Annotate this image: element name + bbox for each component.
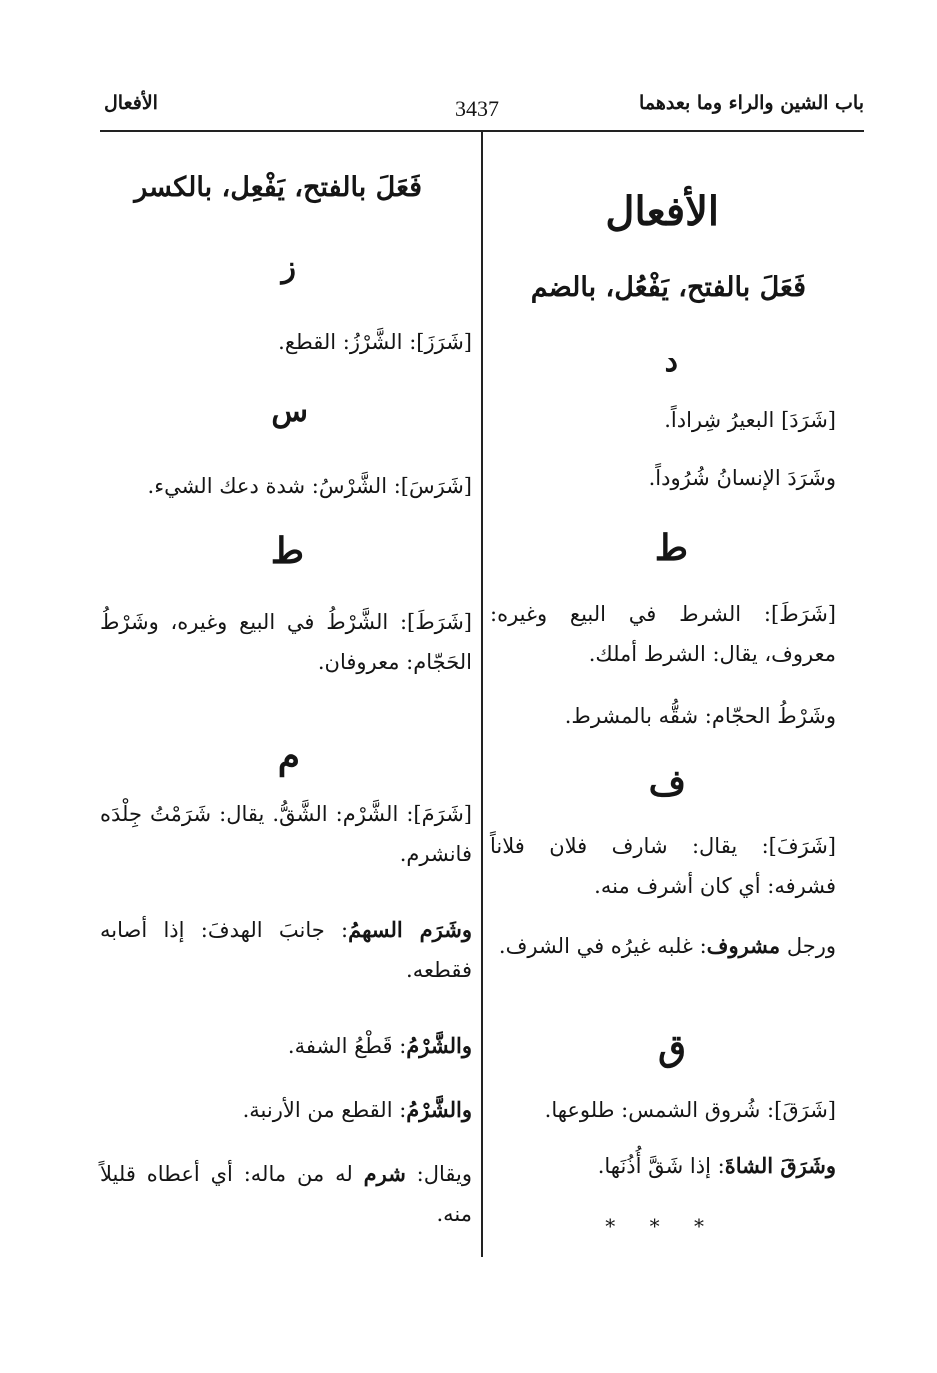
main-heading: الأفعال <box>605 188 719 235</box>
entry-sharm-shafa <box>100 1026 472 1066</box>
entry-text: الشَّرْسُ: شدة دعك الشيء. <box>147 474 388 498</box>
entry-lead: [شَرَدَ] <box>774 408 836 432</box>
left-subheading: فَعَلَ بالفتح، يَفْعِل، بالكسر <box>134 172 422 203</box>
section-letter-mim: م <box>277 735 300 777</box>
column-divider <box>481 132 483 1257</box>
entry-sharafa <box>490 826 836 906</box>
entry-text: يقال: شارف فلان فلاناً فشرفه: أي كان أشرف منه. <box>490 834 836 898</box>
entry-sharm-arnaba <box>100 1090 472 1130</box>
entry-text: وشَرْطُ الحجّام: شقُّه بالمشرط. <box>564 704 836 728</box>
section-letter-ta: ط <box>270 530 304 572</box>
entry-mashruf <box>490 926 836 966</box>
entry-text: : إذا شَقَّ أُذُنَها. <box>597 1154 725 1178</box>
entry-sharaqa-2 <box>490 1146 836 1186</box>
entry-sharata <box>100 602 472 682</box>
entry-sharama-sahm <box>100 910 472 990</box>
entry-lead: [شَرَطَ]: <box>388 610 473 634</box>
entry-sharaza <box>126 322 472 362</box>
entry-text: له من ماله: أي أعطاه قليلاً منه. <box>100 1162 472 1226</box>
entry-lead: ورجل <box>780 934 836 958</box>
entry-sharada-2 <box>490 458 836 498</box>
entry-text: الشَّرْطُ في البيع وغيره، وشَرْطُ الحَجّام: معروفان. <box>100 610 472 674</box>
entry-sharasa <box>126 466 472 506</box>
entry-sharaqa <box>490 1090 836 1130</box>
section-letter-ta: ط <box>654 527 688 569</box>
entry-text: شُروق الشمس: طلوعها. <box>544 1098 761 1122</box>
entry-sharata-2 <box>490 696 836 736</box>
entry-text: الشَّرْزُ: القطع. <box>278 330 403 354</box>
section-letter-sin: س <box>271 394 308 429</box>
entry-lead: [شَرَزَ]: <box>402 330 472 354</box>
running-head-section: الأفعال <box>104 92 158 114</box>
entry-text: البعيرُ شِراداً. <box>664 408 775 432</box>
page-number: 3437 <box>455 96 499 121</box>
entry-lead: [شَرَمَ]: <box>398 802 472 826</box>
entry-lead: [شَرَفَ]: <box>737 834 837 858</box>
entry-bold-term: وشَرَم السهمُ <box>348 917 472 942</box>
entry-sharama-lahu <box>100 1154 472 1234</box>
entry-text: وشَرَدَ الإنسانُ شُرُوداً. <box>648 466 836 490</box>
entry-sharada <box>490 400 836 440</box>
entry-bold-term: والشَّرْمُ <box>406 1033 472 1058</box>
entry-text: : قَطْعُ الشفة. <box>287 1034 407 1058</box>
entry-text: الشَّرْم: الشَّقُّ. يقال: شَرَمْتُ جِلْدَه فانشرم. <box>100 802 472 866</box>
entry-lead: [شَرَطَ]: <box>741 602 836 626</box>
entry-lead: ويقال: <box>405 1162 473 1186</box>
section-letter-dal: د <box>664 344 678 379</box>
entry-text: : غلبه غيرُه في الشرف. <box>498 934 707 958</box>
right-subheading: فَعَلَ بالفتح، يَفْعُل، بالضم <box>530 272 806 303</box>
entry-lead: [شَرَسَ]: <box>387 474 472 498</box>
entry-bold-term: وشَرَقَ الشاةَ <box>724 1153 836 1178</box>
entry-sharata <box>490 594 836 674</box>
section-letter-qaf: ق <box>658 1027 686 1069</box>
entry-text: : جانبَ الهدفَ: إذا أصابه فقطعه. <box>100 918 472 982</box>
section-end-stars: * * * <box>605 1214 718 1238</box>
page-header <box>100 92 864 132</box>
entry-sharama <box>100 794 472 874</box>
section-letter-zay: ز <box>281 250 296 285</box>
entry-bold-term: والشَّرْمُ <box>406 1097 472 1122</box>
entry-text: : القطع من الأرنبة. <box>242 1098 407 1122</box>
entry-bold-term: مشروف <box>706 933 781 958</box>
section-letter-fa: ف <box>648 762 686 804</box>
entry-text: الشرط في البيع وغيره: معروف، يقال: الشرط أملك. <box>490 602 836 666</box>
entry-bold-term: شرم <box>363 1161 406 1186</box>
entry-lead: [شَرَقَ]: <box>760 1098 836 1122</box>
running-head-chapter: باب الشين والراء وما بعدهما <box>639 92 864 114</box>
